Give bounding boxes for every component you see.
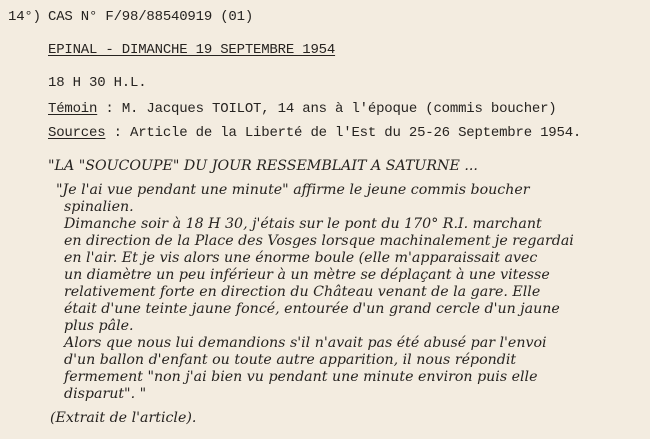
body-line: plus pâle. [64, 318, 134, 334]
article-headline: "LA "SOUCOUPE" DU JOUR RESSEMBLAIT A SATURNE ... [48, 158, 478, 174]
body-line: était d'une teinte jaune foncé, entourée d'un grand cercle d'un jaune [64, 301, 560, 317]
body-line: d'un ballon d'enfant ou toute autre apparition, il nous répondit [64, 352, 517, 368]
body-line: "Je l'ai vue pendant une minute" affirme le jeune commis boucher [56, 182, 530, 198]
location-date: EPINAL - DIMANCHE 19 SEPTEMBRE 1954 [48, 42, 336, 58]
witness-line [48, 101, 557, 117]
body-line: relativement forte en direction du Château venant de la gare. Elle [64, 284, 541, 300]
body-line: disparut". " [64, 386, 147, 402]
body-line: un diamètre un peu inférieur à un mètre se déplaçant à une vitesse [64, 267, 550, 283]
body-line: en direction de la Place des Vosges lorsque machinalement je regardai [64, 233, 574, 249]
body-line: spinalien. [64, 199, 134, 215]
witness-value: : M. Jacques TOILOT, 14 ans à l'époque (commis boucher) [97, 101, 557, 117]
sources-line [48, 125, 581, 141]
body-line: fermement "non j'ai bien vu pendant une minute environ puis elle [64, 369, 538, 385]
witness-label: Témoin [48, 101, 98, 117]
item-number: 14°) [8, 9, 41, 25]
article-footer: (Extrait de l'article). [50, 410, 197, 426]
event-time: 18 H 30 H.L. [48, 75, 147, 91]
sources-label: Sources [48, 125, 106, 141]
body-line: Alors que nous lui demandions s'il n'avait pas été abusé par l'envoi [64, 335, 547, 351]
case-number: CAS N° F/98/88540919 (01) [48, 9, 254, 25]
body-line: Dimanche soir à 18 H 30, j'étais sur le pont du 170° R.I. marchant [64, 216, 542, 232]
sources-value: : Article de la Liberté de l'Est du 25-26 Septembre 1954. [105, 125, 582, 141]
body-line: en l'air. Et je vis alors une énorme boule (elle m'apparaissait avec [64, 250, 538, 266]
